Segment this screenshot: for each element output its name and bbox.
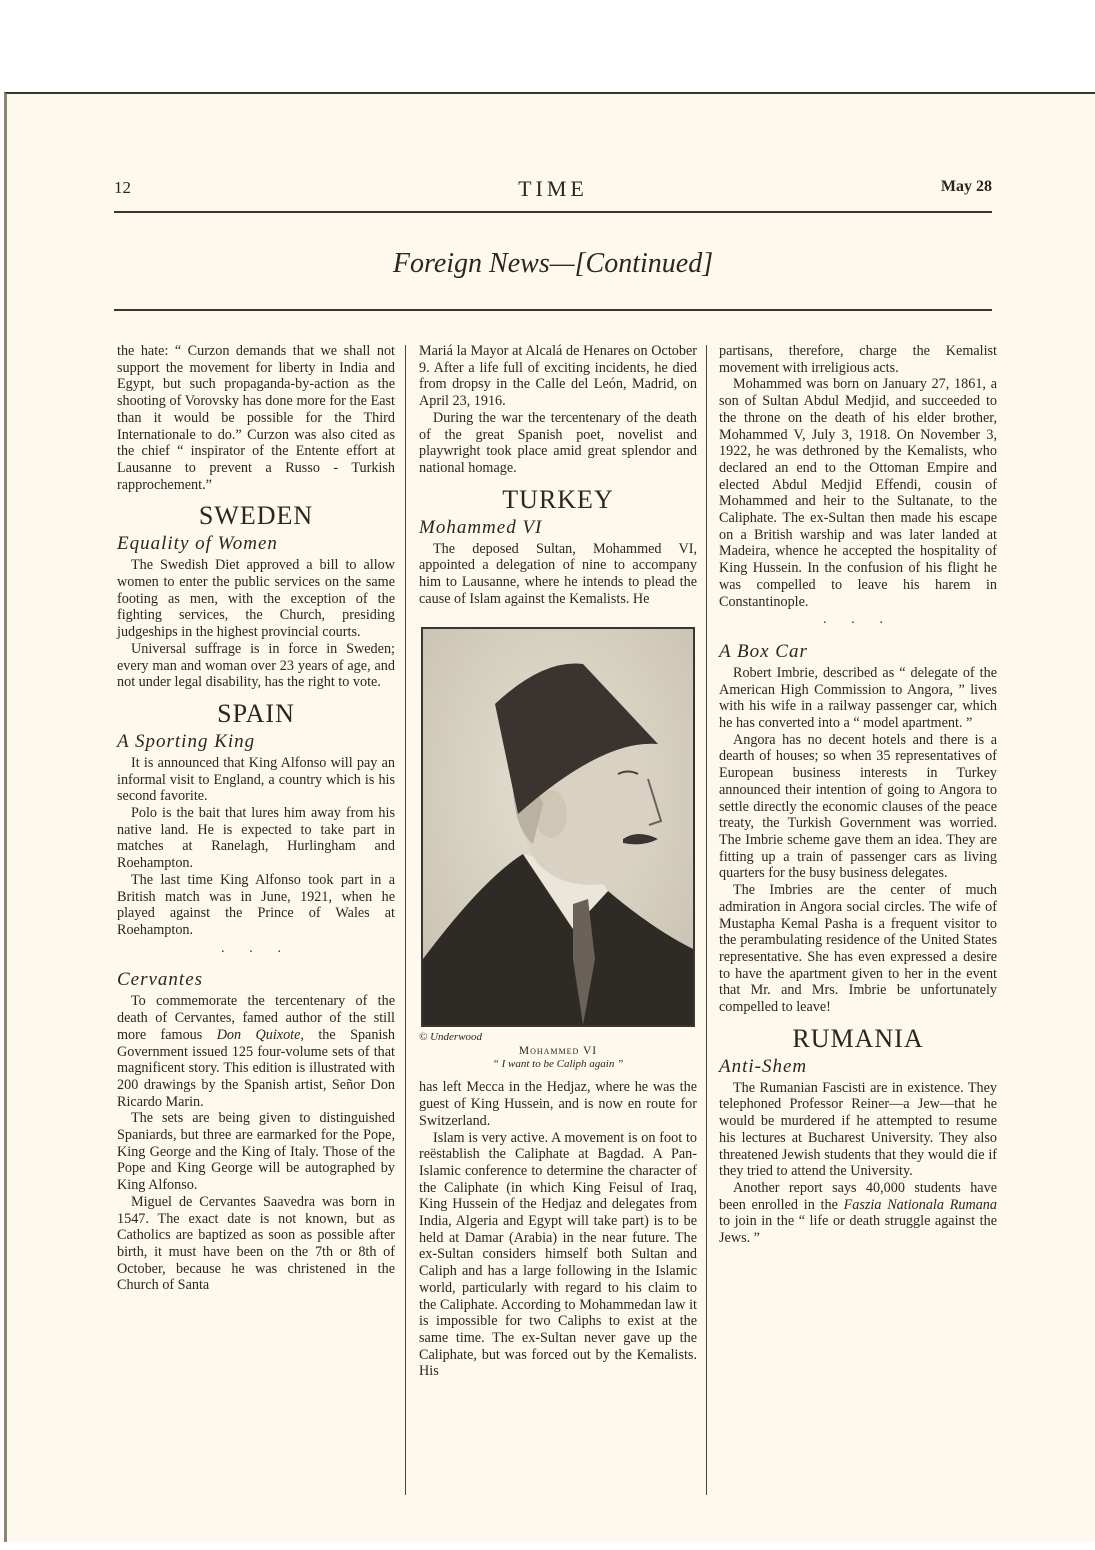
organization-name: Faszia Nationala Rumana bbox=[843, 1196, 997, 1213]
paragraph: Angora has no decent hotels and there is a dearth of houses; so when 35 representatives of European business interests in Turkey announced their intention of going to Angora to settle directly the economic clauses of the peace treaty, the Turkish Government was worried. The Imbrie scheme gave them an idea. They are fitting up a train of passenger cars as living quarters for the busy business delegates. bbox=[719, 731, 997, 882]
column-2 bbox=[419, 343, 697, 1380]
section-break: · · · bbox=[220, 944, 292, 960]
subhead-equality-of-women: Equality of Women bbox=[117, 533, 278, 555]
heading-sweden: SWEDEN bbox=[198, 501, 314, 531]
paragraph: Mariá la Mayor at Alcalá de Henares on October 9. After a life full of exciting incidents, he died from dropsy in the Calle del León, Madrid, on April 23, 1916. bbox=[419, 343, 697, 410]
portrait-illustration bbox=[423, 629, 693, 1025]
section-rule bbox=[114, 309, 992, 311]
heading-rumania: RUMANIA bbox=[792, 1023, 924, 1053]
paragraph: Robert Imbrie, described as “ delegate of the American High Commission to Angora, ” lives with his wife in a railway passenger car, which he has converted into a “ model apartment. ” bbox=[719, 664, 997, 732]
column-divider bbox=[706, 345, 707, 1495]
paragraph: The Swedish Diet approved a bill to allow women to enter the public services on the same footing as men, with the exception of the fighting services, the Church, presiding judgeships in the highest provincial courts. bbox=[117, 557, 395, 641]
paragraph: The last time King Alfonso took part in a British match was in June, 1921, when he played against the Prince of Wales at Roehampton. bbox=[117, 871, 395, 938]
text-run: To commemorate the tercentenary of the death of Cervantes, famed author of the still more famous bbox=[117, 993, 395, 1043]
paragraph: The sets are being given to distinguished Spaniards, but three are earmarked for the Pope, King George and the King of Italy. Those of the Pope and King George will be autographed by King Alfonso. bbox=[117, 1110, 395, 1194]
header-rule bbox=[114, 211, 992, 213]
masthead: TIME bbox=[518, 176, 588, 201]
book-title: Don Quixote, bbox=[216, 1026, 304, 1043]
paragraph bbox=[117, 993, 395, 1110]
text-run: to join in the “ life or death struggle against the Jews. ” bbox=[719, 1213, 997, 1247]
column-divider bbox=[405, 345, 406, 1495]
text-run: the Spanish Government issued 125 four-volume sets of that magnificent story. This edition is illustrated with 200 drawings by the Spanish artist, Señor Don Ricardo Marin. bbox=[117, 1026, 395, 1110]
photo-caption-quote: “ I want to be Caliph again ” bbox=[492, 1058, 624, 1071]
paragraph bbox=[719, 1180, 997, 1247]
photo-credit: © Underwood bbox=[419, 1031, 483, 1044]
paragraph: During the war the tercentenary of the death of the great Spanish poet, novelist and playwright took place amid great splendor and national homage. bbox=[419, 409, 697, 476]
subhead-mohammed-vi: Mohammed VI bbox=[419, 516, 543, 538]
portrait-photo bbox=[421, 627, 695, 1027]
paragraph: The Imbries are the center of much admiration in Angora social circles. The wife of Mustapha Kemal Pasha is a frequent visitor to the perambulating residence of the United States representative. She has even expressed a desire to have the apartment given to her in the event that Mr. and Mrs. Imbrie be unfortunately compelled to leave! bbox=[719, 882, 997, 1016]
paragraph: Universal suffrage is in force in Sweden; every man and woman over 23 years of age, and not under legal disability, has the right to vote. bbox=[117, 640, 395, 691]
heading-spain: SPAIN bbox=[217, 698, 295, 728]
paragraph: the hate: “ Curzon demands that we shall not support the movement for liberty in India and Egypt, but such propaganda-by-action as the shooting of Vorovsky has done more for the East than it would be possible for the Third Internationale to do.” Curzon was also cited as the chief “ inspirator of the Entente effort at Lausanne to prevent a Russo - Turkish rapprochement.” bbox=[117, 343, 395, 493]
page-header bbox=[114, 178, 992, 202]
paragraph: Mohammed was born on January 27, 1861, a son of Sultan Abdul Medjid, and succeeded to the throne on the death of his elder brother, Mohammed V, July 3, 1918. On November 3, 1922, he was dethroned by the Kemalists, who declared an end to the Ottoman Empire and elected Abdul Medjid Effendi, cousin of Mohammed and heir to the Sultanate, to the Caliphate. The ex-Sultan then made his escape on a British warship and was later landed at Madeira, whence he accepted the hospitality of King Hussein. In the confusion of his flight he was compelled to leave his harem in Constantinople. bbox=[719, 376, 997, 610]
subhead-a-box-car: A Box Car bbox=[719, 640, 808, 662]
issue-date: May 28 bbox=[940, 178, 992, 195]
section-break: · · · bbox=[822, 616, 894, 632]
paragraph: partisans, therefore, charge the Kemalist movement with irreligious acts. bbox=[719, 343, 997, 376]
photo-caption-name: Mohammed VI bbox=[518, 1045, 598, 1058]
text-run: Another report says 40,000 students have been enrolled in the bbox=[719, 1179, 997, 1213]
heading-turkey: TURKEY bbox=[502, 484, 614, 514]
paragraph: has left Mecca in the Hedjaz, where he was the guest of King Hussein, and is now en route for Switzerland. bbox=[419, 1079, 697, 1129]
paragraph: It is announced that King Alfonso will pay an informal visit to England, a country which is his second favorite. bbox=[117, 754, 395, 805]
column-1 bbox=[117, 343, 395, 1294]
subhead-cervantes: Cervantes bbox=[117, 969, 204, 991]
page-number: 12 bbox=[114, 178, 131, 197]
subhead-anti-shem: Anti-Shem bbox=[719, 1055, 808, 1077]
paragraph: Miguel de Cervantes Saavedra was born in 1547. The exact date is not known, but as Catholics are baptized as soon as possible after birth, it must have been on the 7th or 8th of October, because he was christened in the Church of Santa bbox=[117, 1193, 395, 1294]
column-3 bbox=[719, 343, 997, 1247]
section-title: Foreign News—[Continued] bbox=[392, 248, 714, 279]
paragraph: The Rumanian Fascisti are in existence. They telephoned Professor Reiner—a Jew—that he would be murdered if he attempted to resume his lectures at Bucharest University. They also threatened Jewish students that they would die if they tried to attend the University. bbox=[719, 1079, 997, 1180]
paragraph: Polo is the bait that lures him away from his native land. He is expected to take part in matches at Ranelagh, Hurlingham and Roehampton. bbox=[117, 805, 395, 872]
subhead-a-sporting-king: A Sporting King bbox=[117, 730, 256, 752]
paragraph: Islam is very active. A movement is on foot to reëstablish the Caliphate at Bagdad. A Pan-Islamic conference to determine the character of the Caliphate (in which King Feisul of Iraq, King Hussein of the Hedjaz and delegates from India, Algeria and Egypt will take part) is to be held at Damar (Arabia) in the near future. The ex-Sultan considers himself both Sultan and Caliph and has a large following in the Islamic world, particularly with regard to his claim to the Caliphate. According to Mohammedan law it is impossible for two Caliphs to exist at the same time. The ex-Sultan never gave up the Caliphate, but was forced out by the Kemalists. His bbox=[419, 1129, 697, 1380]
paragraph: The deposed Sultan, Mohammed VI, appointed a delegation of nine to accompany him to Lausanne, where he intends to plead the cause of Islam against the Kemalists. He bbox=[419, 540, 697, 607]
